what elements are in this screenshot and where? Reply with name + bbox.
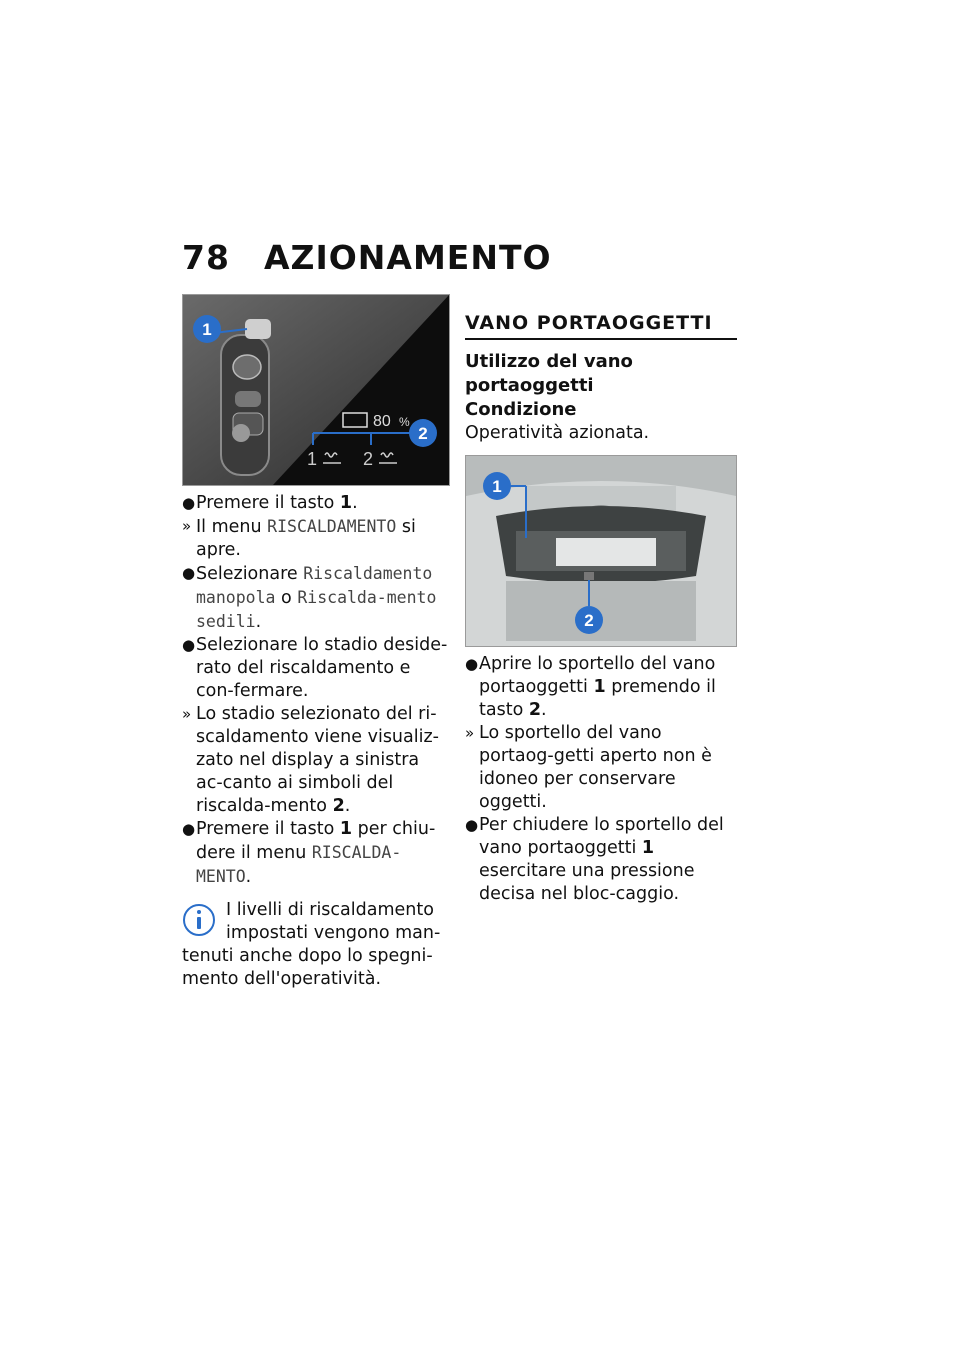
page-number: 78 [182, 238, 230, 277]
bullet-icon: ● [182, 564, 196, 582]
release-button [584, 572, 594, 580]
grip-level-number: 1 [307, 449, 318, 469]
reference-number: 1 [339, 819, 353, 839]
bullet-icon: ● [182, 636, 196, 654]
bullet-icon: ● [465, 655, 479, 673]
section-title: VANO PORTAOGGETTI [465, 312, 737, 340]
menu-name: RISCALDAMENTO [267, 517, 397, 536]
reference-number: 1 [641, 838, 655, 858]
heating-steps-list [182, 492, 450, 889]
storage-steps-list [465, 653, 737, 906]
callout-2: 2 [418, 424, 428, 443]
heating-controls-illustration [183, 295, 449, 485]
step-text: o [275, 588, 298, 608]
heating-controls-figure [182, 294, 450, 486]
step-text: Aprire lo sportello del vano portaoggetti [479, 654, 716, 697]
condition-text: Operatività azionata. [465, 423, 650, 443]
reference-number: 1 [339, 493, 353, 513]
step-text: Selezionare [196, 564, 304, 584]
result-step [182, 703, 450, 818]
storage-compartment-figure [465, 455, 737, 647]
reference-number: 2 [332, 796, 345, 816]
chapter-title: AZIONAMENTO [264, 238, 552, 277]
result-step [182, 515, 450, 562]
reference-number: 1 [593, 677, 606, 697]
info-icon [182, 901, 220, 939]
callout-1: 1 [202, 320, 212, 339]
instruction-step [182, 818, 450, 889]
step-text: . [541, 700, 547, 720]
step-text: premendo il tasto [479, 677, 716, 720]
step-text: Selezionare lo stadio deside-rato del riscaldamento e con-fermare. [196, 635, 448, 701]
info-text-rest: tenuti anche dopo lo spegni-mento dell'operatività. [182, 946, 433, 989]
result-step [465, 722, 737, 814]
step-text: per chiu-dere il menu [196, 819, 436, 863]
condition-label: Condizione [465, 399, 577, 420]
step-text: Il menu [196, 517, 268, 537]
callout-2: 2 [584, 611, 594, 630]
bullet-icon: ● [182, 820, 196, 838]
result-arrow-icon: » [182, 705, 192, 723]
step-text: Lo stadio selezionato del ri-scaldamento viene visualiz-zato nel display a sinistra ac-canto ai simboli del riscalda-mento [196, 704, 439, 816]
result-arrow-icon: » [465, 724, 475, 742]
left-column [182, 294, 450, 991]
storage-compartment-illustration [466, 456, 736, 646]
result-arrow-icon: » [182, 517, 192, 535]
bullet-icon: ● [182, 494, 196, 512]
step-text: Premere il tasto [196, 819, 340, 839]
instruction-step [182, 492, 450, 515]
info-note [182, 899, 450, 991]
step-text: esercitare una pressione decisa nel bloc-caggio. [479, 861, 695, 904]
instruction-step [182, 562, 450, 634]
subsection-title: Utilizzo del vano portaoggetti [465, 351, 633, 396]
step-text: . [352, 493, 358, 513]
step-text: Premere il tasto [196, 493, 340, 513]
instruction-step [465, 653, 737, 722]
bullet-icon: ● [465, 816, 479, 834]
step-text: Lo sportello del vano portaog-getti aperto non è idoneo per conservare oggetti. [479, 723, 712, 812]
menu-name: RISCALDA-MENTO [196, 843, 402, 886]
menu-name: Riscaldamento manopola [196, 564, 433, 607]
battery-percent: % [399, 415, 410, 429]
right-column [465, 294, 737, 906]
battery-value: 80 [373, 413, 391, 430]
heating-button [245, 319, 271, 339]
page-header [182, 238, 552, 277]
reference-number: 2 [528, 700, 542, 720]
step-text: . [245, 867, 252, 887]
step-text: Per chiudere lo sportello del vano portaoggetti [479, 815, 724, 858]
step-text: . [255, 612, 262, 632]
instruction-step [465, 814, 737, 906]
callout-1: 1 [492, 477, 502, 496]
seat-level-number: 2 [363, 449, 374, 469]
step-text: . [344, 796, 351, 816]
info-text-first: I livelli di riscaldamento impostati vengono man- [226, 900, 441, 943]
menu-name: Riscalda-mento sedili [196, 588, 437, 631]
instruction-step [182, 634, 450, 703]
step-text: si apre. [196, 517, 416, 560]
